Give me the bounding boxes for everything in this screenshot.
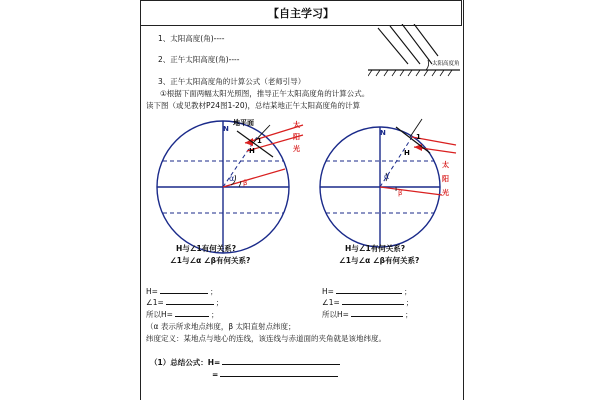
north-label-left: N bbox=[223, 125, 229, 133]
answer-angle1-right: ∠1= ； bbox=[322, 298, 414, 307]
ground-plane-label-left: 地平面 bbox=[233, 119, 254, 127]
page-title: 【自主学习】 bbox=[140, 0, 462, 26]
item-formula-instruction: ①根据下面两幅太阳光照图，推导正午太阳高度角的计算公式。 bbox=[160, 89, 370, 98]
beta-label-right: β bbox=[398, 189, 403, 197]
summary-formula-second-line: = bbox=[212, 370, 338, 379]
sun-char-left-1: 太 bbox=[293, 121, 300, 129]
answer-so-right: 所以H= ； bbox=[322, 310, 413, 319]
angle1-label-right: 1 bbox=[416, 133, 421, 141]
h-label-right: H bbox=[404, 149, 410, 157]
sun-char-right-2: 阳 bbox=[442, 175, 449, 183]
note-latitude-definition: 纬度定义：某地点与地心的连线，该连线与赤道面的夹角就是该地纬度。 bbox=[146, 334, 386, 343]
answer-h-right: H= ； bbox=[322, 287, 412, 296]
item-formula-heading: 3、正午太阳高度角的计算公式（老师引导） bbox=[158, 77, 306, 86]
question-left-1: H与∠1有何关系? bbox=[176, 244, 237, 253]
item-solar-altitude: 1、太阳高度(角)---- bbox=[158, 34, 225, 43]
answer-h-left: H= ； bbox=[146, 287, 218, 296]
h-label-left: H bbox=[249, 147, 255, 155]
question-right-2: ∠1与∠α ∠β有何关系? bbox=[339, 256, 420, 265]
sun-char-left-2: 阳 bbox=[293, 133, 300, 141]
answer-angle1-left: ∠1= ； bbox=[146, 298, 224, 307]
north-label-right: N bbox=[380, 129, 386, 137]
sun-char-right-1: 太 bbox=[442, 161, 449, 169]
beta-label-left: β bbox=[243, 179, 248, 187]
solar-altitude-small-diagram bbox=[368, 24, 460, 82]
small-diagram-label: 太阳高度角 bbox=[432, 61, 460, 67]
sun-char-left-3: 光 bbox=[293, 145, 300, 153]
question-right-1: H与∠1有何关系? bbox=[345, 244, 406, 253]
answer-so-left: 所以H= ； bbox=[146, 310, 219, 319]
summary-formula: （1）总结公式：H= bbox=[150, 358, 340, 367]
question-left-2: ∠1与∠α ∠β有何关系? bbox=[170, 256, 251, 265]
item-noon-solar-altitude: 2、正午太阳高度(角)---- bbox=[158, 55, 240, 64]
angle1-label-left: 1 bbox=[257, 137, 262, 145]
sun-char-right-3: 光 bbox=[442, 189, 449, 197]
alpha-label-right: α bbox=[384, 172, 390, 181]
read-instruction: 读下图（或见教材P24图1-20)，总结某地正午太阳高度角的计算 bbox=[146, 101, 361, 110]
note-latitude-symbols: （α 表示所求地点纬度，β 太阳直射点纬度； bbox=[146, 322, 296, 331]
alpha-label-left: α bbox=[229, 174, 235, 183]
